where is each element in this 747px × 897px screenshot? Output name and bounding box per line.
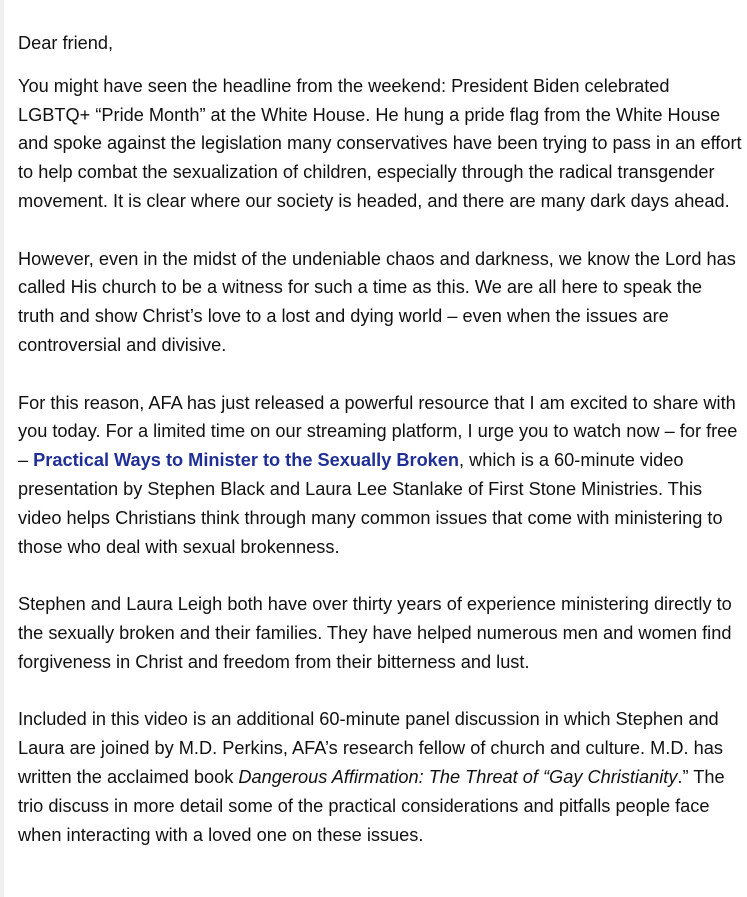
greeting: Dear friend,: [18, 33, 114, 53]
paragraph-panel: [18, 705, 742, 849]
book-title: Dangerous Affirmation: The Threat of “Gay Christianity: [238, 766, 678, 787]
paragraph-presenters: Stephen and Laura Leigh both have over thirty years of experience ministering directly to the sexually broken and their families. They have helped numerous men and women find forgiveness in Christ and freedom from their bitterness and lust.: [18, 594, 732, 672]
paragraph-witness: However, even in the midst of the undeniable chaos and darkness, we know the Lord has called His church to be a witness for such a time as this. We are all here to speak the truth and show Christ’s love to a lost and dying world – even when the issues are controversial and divisive.: [18, 248, 736, 355]
video-link[interactable]: Practical Ways to Minister to the Sexually Broken: [33, 450, 460, 471]
paragraph-resource: [18, 389, 742, 562]
paragraph-pride-month: You might have seen the headline from the weekend: President Biden celebrated LGBTQ+ “Pride Month” at the White House. He hung a pride flag from the White House and spoke against the legislation many conservatives have been trying to pass in an effort to help combat the sexualization of children, especially through the radical transgender movement. It is clear where our society is headed, and there are many dark days ahead.: [18, 75, 742, 211]
paragraph-resource-details: , which is a 60-minute video presentation by Stephen Black and Laura Lee Stanlake of First Stone Ministries. This video helps Christians think through many common issues that come with ministering to those who deal with sexual brokenness.: [18, 450, 723, 557]
paragraph-resource-intro: For this reason, AFA has just released a powerful resource that I am excited to share with you today. For a limited time on our streaming platform, I urge you to watch now – for free –: [18, 392, 738, 471]
paragraph-panel-details: .” The trio discuss in more detail some of the practical considerations and pitfalls people face when interacting with a loved one on these issues.: [18, 766, 725, 845]
left-gutter: [0, 0, 4, 897]
email-body: [18, 29, 742, 878]
paragraph-panel-intro: Included in this video is an additional 60-minute panel discussion in which Stephen and Laura are joined by M.D. Perkins, AFA’s research fellow of church and culture. M.D. has written the acclaimed book: [18, 709, 723, 787]
